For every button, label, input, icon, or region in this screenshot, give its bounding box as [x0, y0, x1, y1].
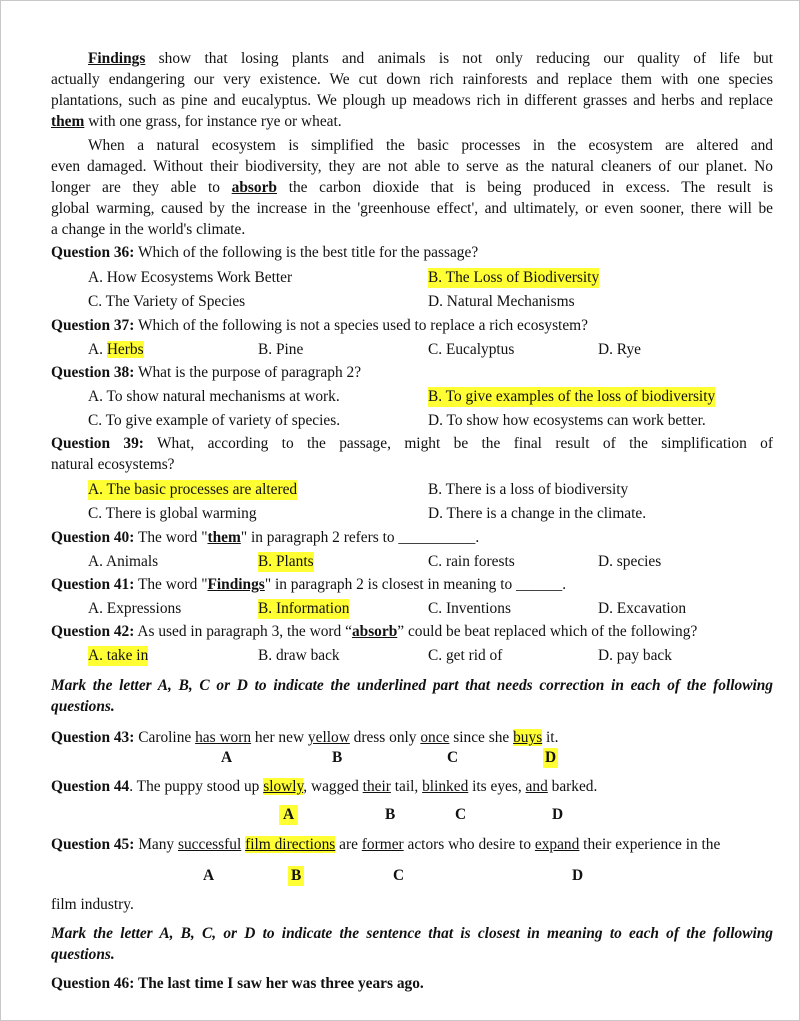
- option-c: C. Eucalyptus: [428, 341, 515, 358]
- question-39-cont: natural ecosystems?: [51, 456, 175, 473]
- instruction-line: questions.: [51, 698, 115, 715]
- option-a: A. How Ecosystems Work Better: [88, 269, 293, 286]
- passage-line: When a natural ecosystem is simplified the basic processes in the ecosystem are altered and: [88, 137, 773, 154]
- marker-d: D: [572, 867, 584, 884]
- question-41: Question 41: The word "Findings" in paragraph 2 is closest in meaning to ______.: [51, 576, 567, 593]
- option-c: C. To give example of variety of species.: [88, 412, 341, 429]
- instruction-line: questions.: [51, 946, 115, 963]
- passage-line: them with one grass, for instance rye or wheat.: [51, 113, 342, 130]
- option-a-highlighted: A. take in: [88, 647, 149, 664]
- option-a: A. Animals: [88, 553, 159, 570]
- option-d: D. Natural Mechanisms: [428, 293, 575, 310]
- option-b: B. Pine: [258, 341, 304, 358]
- option-c: C. There is global warming: [88, 505, 257, 522]
- question-45: Question 45: Many successful film directions are former actors who desire to expand their experience in the: [51, 836, 721, 853]
- passage-line: actually endangering our very existence. We cut down rich rainforests and replace them with one species: [51, 71, 773, 88]
- passage-line: global warming, caused by the increase in the 'greenhouse effect', and ultimately, or even sooner, there will be: [51, 200, 773, 217]
- question-39: Question 39: What, according to the passage, might be the final result of the simplification of: [51, 435, 774, 452]
- marker-b: B: [332, 749, 343, 766]
- passage-line: even damaged. Without their biodiversity, they are not able to serve as the natural cleaners of our planet. No: [51, 158, 773, 175]
- option-c: C. rain forests: [428, 553, 515, 570]
- option-b: B. There is a loss of biodiversity: [428, 481, 629, 498]
- option-c: C. Inventions: [428, 600, 511, 617]
- question-37: Question 37: Which of the following is not a species used to replace a rich ecosystem?: [51, 317, 588, 334]
- option-d: D. Rye: [598, 341, 641, 358]
- question-40: Question 40: The word "them" in paragraph 2 refers to __________.: [51, 529, 480, 546]
- marker-b-highlighted: B: [288, 866, 304, 886]
- option-d: D. Excavation: [598, 600, 687, 617]
- passage-line: plantations, such as pine and eucalyptus. We plough up meadows rich in different grasses and herbs and replace: [51, 92, 773, 109]
- passage-line: Findings show that losing plants and animals is not only reducing our quality of life but: [88, 50, 773, 67]
- option-a-highlighted: Herbs: [106, 341, 144, 358]
- marker-d-highlighted: D: [545, 749, 557, 766]
- option-b-highlighted: B. Plants: [258, 553, 314, 570]
- option-b-highlighted: B. Information: [258, 600, 350, 617]
- question-42: Question 42: As used in paragraph 3, the word “absorb” could be beat replaced which of the following?: [51, 623, 698, 640]
- option-a: A. Herbs: [88, 341, 144, 358]
- question-46: Question 46: The last time I saw her was three years ago.: [51, 975, 424, 992]
- instruction-line: Mark the letter A, B, C, or D to indicate the sentence that is closest in meaning to each of the following: [51, 925, 773, 942]
- option-a-highlighted: A. The basic processes are altered: [88, 481, 298, 498]
- option-d: D. To show how ecosystems can work better.: [428, 412, 706, 429]
- option-c: C. get rid of: [428, 647, 503, 664]
- question-45-cont: film industry.: [51, 896, 134, 913]
- marker-d: D: [552, 806, 564, 823]
- marker-a-highlighted: A: [279, 805, 298, 825]
- option-d: D. pay back: [598, 647, 672, 664]
- option-b: B. draw back: [258, 647, 340, 664]
- option-b-highlighted: B. The Loss of Biodiversity: [428, 269, 600, 286]
- option-a: A. To show natural mechanisms at work.: [88, 388, 340, 405]
- option-d: D. There is a change in the climate.: [428, 505, 647, 522]
- passage-line: longer are they able to absorb the carbon dioxide that is being produced in excess. The result is: [51, 179, 773, 196]
- option-c: C. The Variety of Species: [88, 293, 246, 310]
- option-d: D. species: [598, 553, 662, 570]
- instruction-line: Mark the letter A, B, C or D to indicate the underlined part that needs correction in each of the following: [51, 677, 773, 694]
- marker-b: B: [385, 806, 396, 823]
- underlined-word: absorb: [231, 179, 277, 196]
- marker-c: C: [393, 867, 405, 884]
- passage-line: a change in the world's climate.: [51, 221, 246, 238]
- underlined-word: them: [51, 113, 85, 130]
- option-b-highlighted: B. To give examples of the loss of biodiversity: [428, 388, 716, 405]
- marker-a: A: [203, 867, 215, 884]
- question-38: Question 38: What is the purpose of paragraph 2?: [51, 364, 362, 381]
- underlined-word: Findings: [88, 50, 146, 67]
- marker-a: A: [221, 749, 233, 766]
- marker-c: C: [455, 806, 467, 823]
- option-a: A. Expressions: [88, 600, 182, 617]
- question-44: Question 44. The puppy stood up slowly, wagged their tail, blinked its eyes, and barked.: [51, 778, 598, 795]
- marker-c: C: [447, 749, 459, 766]
- question-43: Question 43: Caroline has worn her new yellow dress only once since she buys it.: [51, 729, 559, 746]
- question-36: Question 36: Which of the following is the best title for the passage?: [51, 244, 479, 261]
